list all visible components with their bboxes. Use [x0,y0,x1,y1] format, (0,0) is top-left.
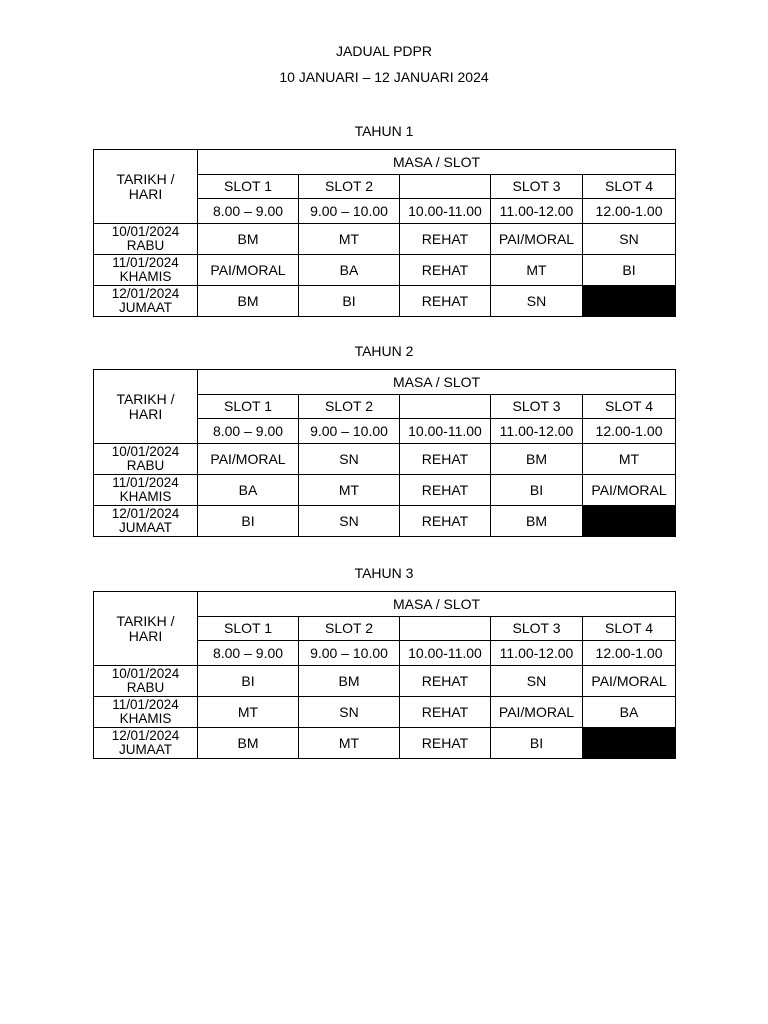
blocked-cell [583,728,676,759]
masa-slot-header: MASA / SLOT [198,150,676,175]
slot-header: SLOT 4 [583,617,676,641]
date-day-cell [94,506,198,537]
table-row [94,255,676,286]
slot-header: SLOT 4 [583,175,676,199]
subject-cell: REHAT [400,286,491,317]
subject-cell: REHAT [400,444,491,475]
document-date-range: 10 JANUARI – 12 JANUARI 2024 [279,69,489,85]
subject-cell: SN [299,506,400,537]
slot-header: SLOT 3 [491,175,583,199]
corner-label-line: HARI [128,627,163,644]
tarikh-hari-header [94,592,198,666]
day-label: JUMAAT [119,300,172,315]
table-row [94,444,676,475]
time-header: 12.00-1.00 [583,419,676,444]
date-day-cell [94,697,198,728]
subject-cell: PAI/MORAL [198,444,299,475]
subject-cell: BI [491,728,583,759]
subject-cell: BI [491,475,583,506]
timetable-heading: TAHUN 2 [354,343,414,359]
subject-cell: BM [491,506,583,537]
slot-header [400,617,491,641]
tarikh-hari-header [94,150,198,224]
table-row [94,286,676,317]
subject-cell: PAI/MORAL [491,697,583,728]
date-label: 12/01/2024 [111,728,180,743]
table-row [94,224,676,255]
date-label: 12/01/2024 [111,286,180,301]
subject-cell: BA [198,475,299,506]
time-header: 10.00-11.00 [400,641,491,666]
date-day-cell [94,728,198,759]
subject-cell: REHAT [400,728,491,759]
header-row [94,592,676,617]
table-row [94,666,676,697]
subject-cell: BM [198,286,299,317]
masa-slot-header: MASA / SLOT [198,592,676,617]
date-day-cell [94,475,198,506]
subject-cell: MT [583,444,676,475]
subject-cell: SN [299,697,400,728]
day-label: JUMAAT [119,520,172,535]
time-header: 11.00-12.00 [491,199,583,224]
subject-cell: MT [491,255,583,286]
tarikh-hari-header [94,370,198,444]
header-row [94,370,676,395]
subject-cell: PAI/MORAL [583,475,676,506]
masa-slot-header: MASA / SLOT [198,370,676,395]
subject-cell: BI [299,286,400,317]
slot-header: SLOT 2 [299,617,400,641]
date-label: 11/01/2024 [112,475,179,490]
time-header: 8.00 – 9.00 [198,641,299,666]
corner-label-line: TARIKH / [116,612,175,629]
subject-cell: BI [198,666,299,697]
time-header: 11.00-12.00 [491,641,583,666]
slot-header: SLOT 3 [491,395,583,419]
subject-cell: BA [583,697,676,728]
date-label: 11/01/2024 [112,697,179,712]
subject-cell: BM [198,728,299,759]
time-header: 9.00 – 10.00 [299,199,400,224]
slot-header: SLOT 3 [491,617,583,641]
subject-cell: REHAT [400,255,491,286]
date-label: 11/01/2024 [112,255,179,270]
timetable-2 [93,369,676,537]
subject-cell: REHAT [400,506,491,537]
subject-cell: PAI/MORAL [583,666,676,697]
slot-header [400,395,491,419]
slot-header: SLOT 1 [198,395,299,419]
day-label: RABU [126,238,165,253]
subject-cell: REHAT [400,475,491,506]
subject-cell: SN [299,444,400,475]
subject-cell: REHAT [400,697,491,728]
time-header: 9.00 – 10.00 [299,419,400,444]
subject-cell: BI [198,506,299,537]
timetable-3 [93,591,676,759]
subject-cell: BA [299,255,400,286]
corner-label-line: TARIKH / [116,390,175,407]
subject-cell: BI [583,255,676,286]
timetable-heading: TAHUN 1 [354,123,414,139]
day-label: JUMAAT [119,742,172,757]
table-row [94,697,676,728]
subject-cell: MT [299,475,400,506]
corner-label-line: HARI [128,405,163,422]
document-title: JADUAL PDPR [336,43,432,59]
date-day-cell [94,444,198,475]
date-label: 10/01/2024 [111,224,180,239]
time-header: 9.00 – 10.00 [299,641,400,666]
slot-header [400,175,491,199]
timetable-1 [93,149,676,317]
corner-label-line: TARIKH / [116,170,175,187]
time-header: 8.00 – 9.00 [198,419,299,444]
subject-cell: REHAT [400,666,491,697]
slot-header: SLOT 2 [299,395,400,419]
header-row [94,150,676,175]
blocked-cell [583,506,676,537]
day-label: KHAMIS [119,711,172,726]
subject-cell: PAI/MORAL [198,255,299,286]
subject-cell: MT [299,224,400,255]
blocked-cell [583,286,676,317]
day-label: KHAMIS [119,269,172,284]
date-day-cell [94,666,198,697]
slot-header: SLOT 4 [583,395,676,419]
time-header: 12.00-1.00 [583,199,676,224]
subject-cell: PAI/MORAL [491,224,583,255]
subject-cell: MT [299,728,400,759]
time-header: 12.00-1.00 [583,641,676,666]
date-label: 12/01/2024 [111,506,180,521]
subject-cell: MT [198,697,299,728]
corner-label-line: HARI [128,185,163,202]
subject-cell: SN [583,224,676,255]
day-label: RABU [126,458,165,473]
time-header: 11.00-12.00 [491,419,583,444]
date-day-cell [94,224,198,255]
slot-header: SLOT 1 [198,175,299,199]
time-header: 10.00-11.00 [400,419,491,444]
day-label: KHAMIS [119,489,172,504]
day-label: RABU [126,680,165,695]
date-day-cell [94,255,198,286]
table-row [94,506,676,537]
date-day-cell [94,286,198,317]
time-header: 8.00 – 9.00 [198,199,299,224]
table-row [94,728,676,759]
timetable-heading: TAHUN 3 [354,565,414,581]
subject-cell: REHAT [400,224,491,255]
date-label: 10/01/2024 [111,444,180,459]
time-header: 10.00-11.00 [400,199,491,224]
subject-cell: BM [491,444,583,475]
subject-cell: BM [198,224,299,255]
subject-cell: SN [491,666,583,697]
table-row [94,475,676,506]
subject-cell: BM [299,666,400,697]
slot-header: SLOT 1 [198,617,299,641]
subject-cell: SN [491,286,583,317]
date-label: 10/01/2024 [111,666,180,681]
slot-header: SLOT 2 [299,175,400,199]
